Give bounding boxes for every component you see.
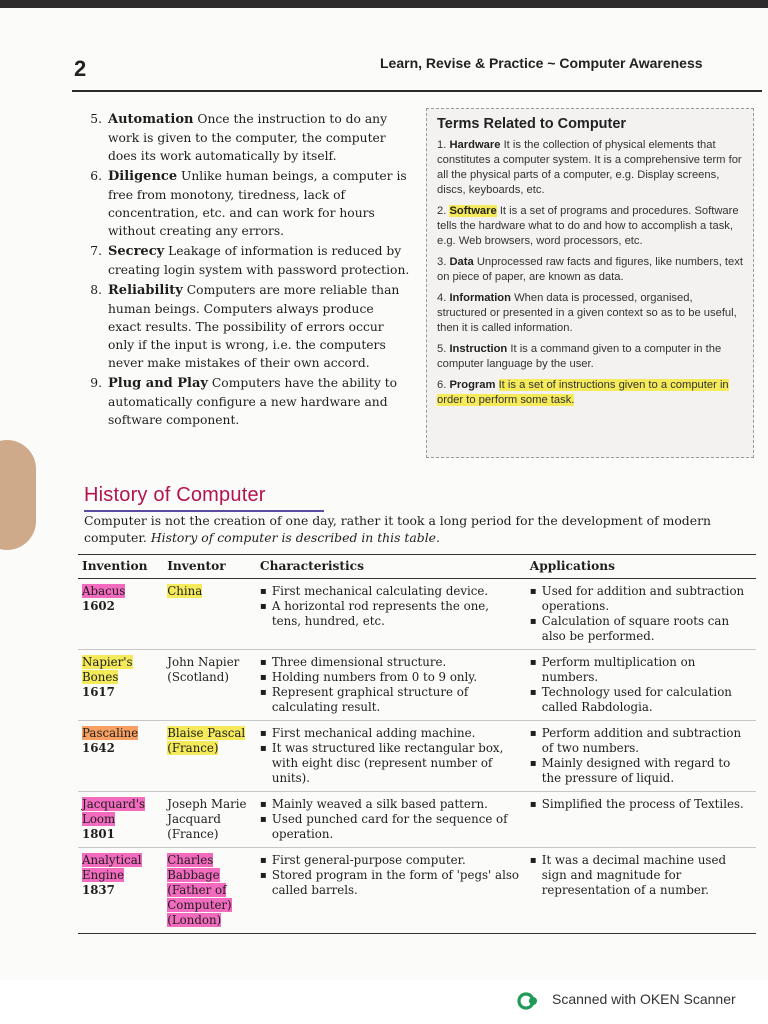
feature-text: Computers have the ability to automatically configure a new hardware and software component. (108, 376, 398, 427)
term-number: 2. (437, 205, 447, 217)
terms-box-title: Terms Related to Computer (437, 116, 627, 132)
application-item: ▪ Used for addition and subtraction operations. (530, 584, 752, 614)
invention-name: Pascaline (82, 726, 139, 740)
invention-name: Abacus (82, 584, 126, 598)
term-name: Hardware (449, 139, 501, 151)
inventor-cell (163, 579, 256, 650)
term-number: 1. (437, 139, 447, 151)
term-item (437, 342, 743, 372)
column-header: Invention (78, 555, 163, 579)
characteristic-item: ▪ A horizontal rod represents the one, tens, hundred, etc. (260, 599, 522, 629)
table-row (78, 792, 756, 848)
applications-cell (526, 650, 756, 721)
feature-term: Secrecy (108, 244, 165, 259)
characteristics-cell (256, 650, 526, 721)
invention-year: 1642 (82, 741, 115, 755)
column-header: Inventor (163, 555, 256, 579)
inventor-cell (163, 792, 256, 848)
application-item: ▪ Mainly designed with regard to the pressure of liquid. (530, 756, 752, 786)
characteristics-cell (256, 792, 526, 848)
term-text: It is a set of programs and procedures. Software tells the hardware what to do and how to accomplish a task, e.g. Web browsers, word processors, etc. (437, 205, 739, 247)
table-row (78, 848, 756, 934)
table-header-row (78, 555, 756, 579)
term-item (437, 291, 743, 336)
invention-cell (78, 848, 163, 934)
section-intro (84, 512, 754, 546)
intro-italic-text: History of computer is described in this table. (150, 530, 440, 545)
term-name: Program (449, 379, 496, 391)
inventor-cell (163, 721, 256, 792)
finger-shadow (0, 440, 36, 550)
term-text: It is a command given to a computer in the computer language by the user. (437, 343, 722, 370)
application-item: ▪ Technology used for calculation called Rabdologia. (530, 685, 752, 715)
feature-number: 8. (90, 283, 102, 297)
invention-cell (78, 579, 163, 650)
term-item (437, 138, 743, 198)
feature-text: Leakage of information is reduced by creating login system with password protection. (108, 244, 410, 277)
term-number: 3. (437, 256, 447, 268)
feature-item (80, 167, 410, 240)
application-item: ▪ It was a decimal machine used sign and magnitude for representation of a number. (530, 853, 752, 898)
term-name: Software (449, 205, 497, 217)
feature-text: Unlike human beings, a computer is free from monotony, tiredness, lack of concentration, etc. and can work for hours without creating any errors. (108, 169, 407, 238)
inventor-cell (163, 650, 256, 721)
characteristic-item: ▪ It was structured like rectangular box, with eight disc (represent number of units). (260, 741, 522, 786)
feature-item (80, 281, 410, 372)
application-item: ▪ Perform addition and subtraction of two numbers. (530, 726, 752, 756)
top-dark-strip (0, 0, 768, 8)
invention-name: Napier's Bones (82, 655, 133, 684)
feature-term: Reliability (108, 283, 183, 298)
invention-cell (78, 650, 163, 721)
characteristics-cell (256, 848, 526, 934)
table-row (78, 650, 756, 721)
term-number: 6. (437, 379, 447, 391)
application-item: ▪ Simplified the process of Textiles. (530, 797, 752, 812)
invention-cell (78, 792, 163, 848)
feature-text: Computers are more reliable than human beings. Computers always produce exact results. The possibility of errors occur only if the input is wrong, i.e. the computers never make mistakes of their own accord. (108, 283, 400, 370)
characteristic-item: ▪ First general-purpose computer. (260, 853, 522, 868)
scanner-logo-icon (517, 992, 539, 1010)
inventor-cell (163, 848, 256, 934)
term-number: 4. (437, 292, 447, 304)
feature-number: 7. (90, 244, 102, 258)
invention-year: 1801 (82, 827, 115, 841)
inventor-name: Blaise Pascal (France) (167, 726, 246, 755)
term-text: When data is processed, organised, structured or presented in a given context so as to be useful, then it is called information. (437, 292, 737, 334)
feature-number: 5. (90, 112, 102, 126)
term-item (437, 204, 743, 249)
application-item: ▪ Calculation of square roots can also be performed. (530, 614, 752, 644)
scanner-watermark-text: Scanned with OKEN Scanner (552, 991, 736, 1007)
characteristic-item: ▪ Stored program in the form of 'pegs' also called barrels. (260, 868, 522, 898)
feature-text: Once the instruction to do any work is given to the computer, the computer does its work automatically by itself. (108, 112, 388, 163)
column-header: Characteristics (256, 555, 526, 579)
invention-year: 1602 (82, 599, 115, 613)
term-text: Unprocessed raw facts and figures, like numbers, text on piece of paper, are known as data. (437, 256, 743, 283)
invention-cell (78, 721, 163, 792)
term-text: It is the collection of physical elements that constitutes a computer system. It is a comprehensive term for all the physical parts of a computer, e.g. Display screens, discs, keyboards, etc. (437, 139, 742, 196)
feature-item (80, 110, 410, 165)
features-list (80, 110, 410, 431)
section-heading: History of Computer (84, 484, 266, 506)
invention-year: 1837 (82, 883, 115, 897)
running-title: Learn, Revise & Practice ~ Computer Awareness (380, 55, 703, 71)
applications-cell (526, 792, 756, 848)
characteristic-item: ▪ Used punched card for the sequence of operation. (260, 812, 522, 842)
term-text: It is a set of instructions given to a computer in order to perform some task. (437, 379, 729, 406)
table-row (78, 579, 756, 650)
feature-item (80, 374, 410, 429)
invention-name: Jacquard's Loom (82, 797, 146, 826)
terms-box (426, 108, 754, 458)
feature-term: Plug and Play (108, 376, 208, 391)
feature-term: Diligence (108, 169, 178, 184)
intro-text: Computer is not the creation of one day, rather it took a long period for the development of modern computer. (84, 513, 711, 545)
inventor-name: Joseph Marie Jacquard (France) (167, 797, 247, 841)
characteristic-item: ▪ Holding numbers from 0 to 9 only. (260, 670, 522, 685)
characteristic-item: ▪ Represent graphical structure of calculating result. (260, 685, 522, 715)
column-header: Applications (526, 555, 756, 579)
term-name: Data (449, 256, 474, 268)
feature-term: Automation (108, 112, 194, 127)
characteristic-item: ▪ First mechanical adding machine. (260, 726, 522, 741)
characteristics-cell (256, 721, 526, 792)
feature-number: 9. (90, 376, 102, 390)
term-name: Information (449, 292, 511, 304)
feature-item (80, 242, 410, 279)
inventor-name: China (167, 584, 203, 598)
header-rule (72, 90, 762, 92)
invention-name: Analytical Engine (82, 853, 142, 882)
term-number: 5. (437, 343, 447, 355)
page-number: 2 (74, 56, 87, 81)
inventor-name: John Napier (Scotland) (167, 655, 240, 684)
characteristics-cell (256, 579, 526, 650)
inventor-name: Charles Babbage (Father of Computer) (London) (167, 853, 232, 927)
applications-cell (526, 721, 756, 792)
characteristic-item: ▪ Mainly weaved a silk based pattern. (260, 797, 522, 812)
applications-cell (526, 848, 756, 934)
term-name: Instruction (449, 343, 508, 355)
table-row (78, 721, 756, 792)
history-table (78, 554, 756, 934)
characteristic-item: ▪ First mechanical calculating device. (260, 584, 522, 599)
feature-number: 6. (90, 169, 102, 183)
term-item (437, 255, 743, 285)
characteristic-item: ▪ Three dimensional structure. (260, 655, 522, 670)
term-item (437, 378, 743, 408)
application-item: ▪ Perform multiplication on numbers. (530, 655, 752, 685)
applications-cell (526, 579, 756, 650)
invention-year: 1617 (82, 685, 115, 699)
